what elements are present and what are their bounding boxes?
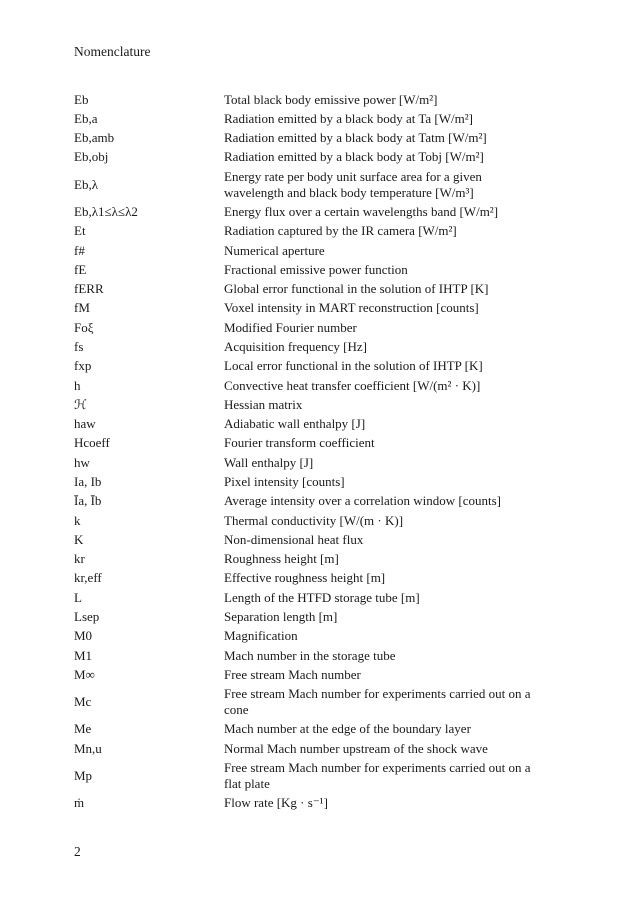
nomenclature-description bbox=[224, 92, 574, 108]
nomenclature-symbol: M0 bbox=[74, 628, 93, 644]
nomenclature-list bbox=[74, 90, 574, 813]
nomenclature-description bbox=[224, 320, 574, 336]
nomenclature-description bbox=[224, 378, 574, 394]
nomenclature-symbol: Mc bbox=[74, 694, 92, 710]
nomenclature-symbol: Eb bbox=[74, 91, 89, 107]
nomenclature-row bbox=[74, 376, 574, 395]
description-line: Radiation emitted by a black body at Tatm [W/m²] bbox=[224, 130, 487, 146]
nomenclature-description bbox=[224, 149, 574, 165]
description-line: Radiation emitted by a black body at Ta [W/m²] bbox=[224, 110, 473, 126]
nomenclature-symbol: kr,eff bbox=[74, 570, 102, 586]
nomenclature-row bbox=[74, 758, 574, 793]
description-line: Free stream Mach number for experiments carried out on a bbox=[224, 759, 531, 775]
nomenclature-row bbox=[74, 299, 574, 318]
nomenclature-description bbox=[224, 243, 574, 259]
nomenclature-row bbox=[74, 241, 574, 260]
description-line: Radiation emitted by a black body at Tobj [W/m²] bbox=[224, 149, 484, 165]
nomenclature-row bbox=[74, 90, 574, 109]
description-line: Magnification bbox=[224, 628, 298, 644]
nomenclature-row bbox=[74, 222, 574, 241]
nomenclature-description bbox=[224, 590, 574, 606]
nomenclature-description bbox=[224, 300, 574, 316]
nomenclature-symbol: fERR bbox=[74, 281, 104, 297]
page-heading: Nomenclature bbox=[74, 44, 151, 59]
nomenclature-symbol: Eb,λ1≤λ≤λ2 bbox=[74, 204, 138, 220]
nomenclature-row bbox=[74, 260, 574, 279]
description-line: Total black body emissive power [W/m²] bbox=[224, 91, 438, 107]
nomenclature-symbol: Eb,λ bbox=[74, 176, 98, 192]
description-line: Energy flux over a certain wavelengths band [W/m²] bbox=[224, 204, 499, 220]
nomenclature-description bbox=[224, 169, 574, 201]
nomenclature-row bbox=[74, 280, 574, 299]
nomenclature-description bbox=[224, 281, 574, 297]
nomenclature-row bbox=[74, 492, 574, 511]
nomenclature-description bbox=[224, 339, 574, 355]
description-line: cone bbox=[224, 702, 249, 718]
description-line: Numerical aperture bbox=[224, 242, 325, 258]
nomenclature-row bbox=[74, 148, 574, 167]
page-number: 2 bbox=[74, 844, 81, 859]
description-line: Flow rate [Kg · s⁻¹] bbox=[224, 795, 328, 811]
nomenclature-symbol: fs bbox=[74, 339, 84, 355]
nomenclature-symbol: Mn,u bbox=[74, 740, 102, 756]
nomenclature-row bbox=[74, 511, 574, 530]
description-line: Normal Mach number upstream of the shock wave bbox=[224, 740, 488, 756]
description-line: Average intensity over a correlation window [counts] bbox=[224, 493, 501, 509]
nomenclature-symbol: Me bbox=[74, 721, 92, 737]
nomenclature-row bbox=[74, 549, 574, 568]
nomenclature-description bbox=[224, 667, 574, 683]
nomenclature-row bbox=[74, 569, 574, 588]
nomenclature-description bbox=[224, 609, 574, 625]
nomenclature-description bbox=[224, 358, 574, 374]
nomenclature-row bbox=[74, 318, 574, 337]
nomenclature-symbol: kr bbox=[74, 551, 85, 567]
nomenclature-symbol: hw bbox=[74, 454, 90, 470]
nomenclature-description bbox=[224, 493, 574, 509]
description-line: Free stream Mach number bbox=[224, 666, 361, 682]
description-line: Energy rate per body unit surface area for a given bbox=[224, 168, 482, 184]
nomenclature-symbol: M∞ bbox=[74, 666, 95, 682]
nomenclature-symbol: f# bbox=[74, 242, 85, 258]
nomenclature-row bbox=[74, 646, 574, 665]
description-line: Radiation captured by the IR camera [W/m²] bbox=[224, 223, 457, 239]
description-line: Voxel intensity in MART reconstruction [counts] bbox=[224, 300, 479, 316]
description-line: Length of the HTFD storage tube [m] bbox=[224, 589, 420, 605]
description-line: Non-dimensional heat flux bbox=[224, 531, 364, 547]
nomenclature-description bbox=[224, 513, 574, 529]
nomenclature-row bbox=[74, 357, 574, 376]
nomenclature-description bbox=[224, 721, 574, 737]
description-line: Fractional emissive power function bbox=[224, 261, 408, 277]
nomenclature-symbol: ℋ bbox=[74, 396, 87, 412]
nomenclature-description bbox=[224, 760, 574, 792]
nomenclature-description bbox=[224, 223, 574, 239]
description-line: Effective roughness height [m] bbox=[224, 570, 386, 586]
nomenclature-description bbox=[224, 741, 574, 757]
description-line: wavelength and black body temperature [W/m³] bbox=[224, 184, 474, 200]
nomenclature-description bbox=[224, 551, 574, 567]
nomenclature-row bbox=[74, 627, 574, 646]
description-line: Mach number at the edge of the boundary layer bbox=[224, 721, 471, 737]
description-line: Mach number in the storage tube bbox=[224, 647, 396, 663]
nomenclature-symbol: k bbox=[74, 512, 81, 528]
nomenclature-symbol: fxp bbox=[74, 358, 92, 374]
nomenclature-description bbox=[224, 648, 574, 664]
description-line: Free stream Mach number for experiments carried out on a bbox=[224, 686, 531, 702]
nomenclature-row bbox=[74, 588, 574, 607]
nomenclature-description bbox=[224, 474, 574, 490]
nomenclature-description bbox=[224, 628, 574, 644]
description-line: flat plate bbox=[224, 775, 270, 791]
nomenclature-symbol: h bbox=[74, 377, 81, 393]
nomenclature-description bbox=[224, 795, 574, 811]
nomenclature-row bbox=[74, 129, 574, 148]
nomenclature-symbol: M1 bbox=[74, 647, 93, 663]
description-line: Adiabatic wall enthalpy [J] bbox=[224, 416, 366, 432]
nomenclature-description bbox=[224, 397, 574, 413]
description-line: Fourier transform coefficient bbox=[224, 435, 375, 451]
nomenclature-symbol: Mp bbox=[74, 767, 93, 783]
nomenclature-description bbox=[224, 111, 574, 127]
nomenclature-row bbox=[74, 607, 574, 626]
nomenclature-symbol: K bbox=[74, 531, 84, 547]
nomenclature-description bbox=[224, 455, 574, 471]
description-line: Acquisition frequency [Hz] bbox=[224, 339, 367, 355]
nomenclature-description bbox=[224, 532, 574, 548]
nomenclature-row bbox=[74, 453, 574, 472]
nomenclature-symbol: fM bbox=[74, 300, 90, 316]
nomenclature-description bbox=[224, 416, 574, 432]
nomenclature-row bbox=[74, 202, 574, 221]
nomenclature-row bbox=[74, 794, 574, 813]
nomenclature-description bbox=[224, 262, 574, 278]
nomenclature-symbol: Et bbox=[74, 223, 86, 239]
nomenclature-description bbox=[224, 570, 574, 586]
description-line: Hessian matrix bbox=[224, 396, 303, 412]
nomenclature-row bbox=[74, 720, 574, 739]
nomenclature-symbol: haw bbox=[74, 416, 96, 432]
nomenclature-row bbox=[74, 739, 574, 758]
nomenclature-symbol: Ia, Ib bbox=[74, 473, 102, 489]
description-line: Modified Fourier number bbox=[224, 319, 357, 335]
nomenclature-row bbox=[74, 530, 574, 549]
nomenclature-symbol: Eb,obj bbox=[74, 149, 109, 165]
nomenclature-description bbox=[224, 686, 574, 718]
nomenclature-symbol: fE bbox=[74, 261, 87, 277]
description-line: Convective heat transfer coefficient [W/(m² · K)] bbox=[224, 377, 481, 393]
nomenclature-row bbox=[74, 167, 574, 202]
nomenclature-row bbox=[74, 395, 574, 414]
description-line: Pixel intensity [counts] bbox=[224, 473, 345, 489]
nomenclature-symbol: Hcoeff bbox=[74, 435, 110, 451]
nomenclature-symbol: ṁ bbox=[74, 795, 85, 811]
nomenclature-description bbox=[224, 130, 574, 146]
description-line: Wall enthalpy [J] bbox=[224, 454, 314, 470]
nomenclature-symbol: Eb,amb bbox=[74, 130, 115, 146]
nomenclature-row bbox=[74, 434, 574, 453]
nomenclature-row bbox=[74, 665, 574, 684]
nomenclature-symbol: Foξ bbox=[74, 319, 94, 335]
description-line: Separation length [m] bbox=[224, 608, 338, 624]
description-line: Roughness height [m] bbox=[224, 551, 339, 567]
nomenclature-row bbox=[74, 684, 574, 719]
nomenclature-symbol: Īa, Īb bbox=[74, 493, 102, 509]
nomenclature-description bbox=[224, 204, 574, 220]
nomenclature-row bbox=[74, 337, 574, 356]
nomenclature-row bbox=[74, 415, 574, 434]
nomenclature-symbol: L bbox=[74, 589, 82, 605]
nomenclature-symbol: Eb,a bbox=[74, 110, 98, 126]
description-line: Local error functional in the solution of IHTP [K] bbox=[224, 358, 483, 374]
nomenclature-row bbox=[74, 109, 574, 128]
description-line: Thermal conductivity [W/(m · K)] bbox=[224, 512, 404, 528]
description-line: Global error functional in the solution of IHTP [K] bbox=[224, 281, 489, 297]
nomenclature-description bbox=[224, 435, 574, 451]
nomenclature-symbol: Lsep bbox=[74, 608, 100, 624]
nomenclature-row bbox=[74, 472, 574, 491]
